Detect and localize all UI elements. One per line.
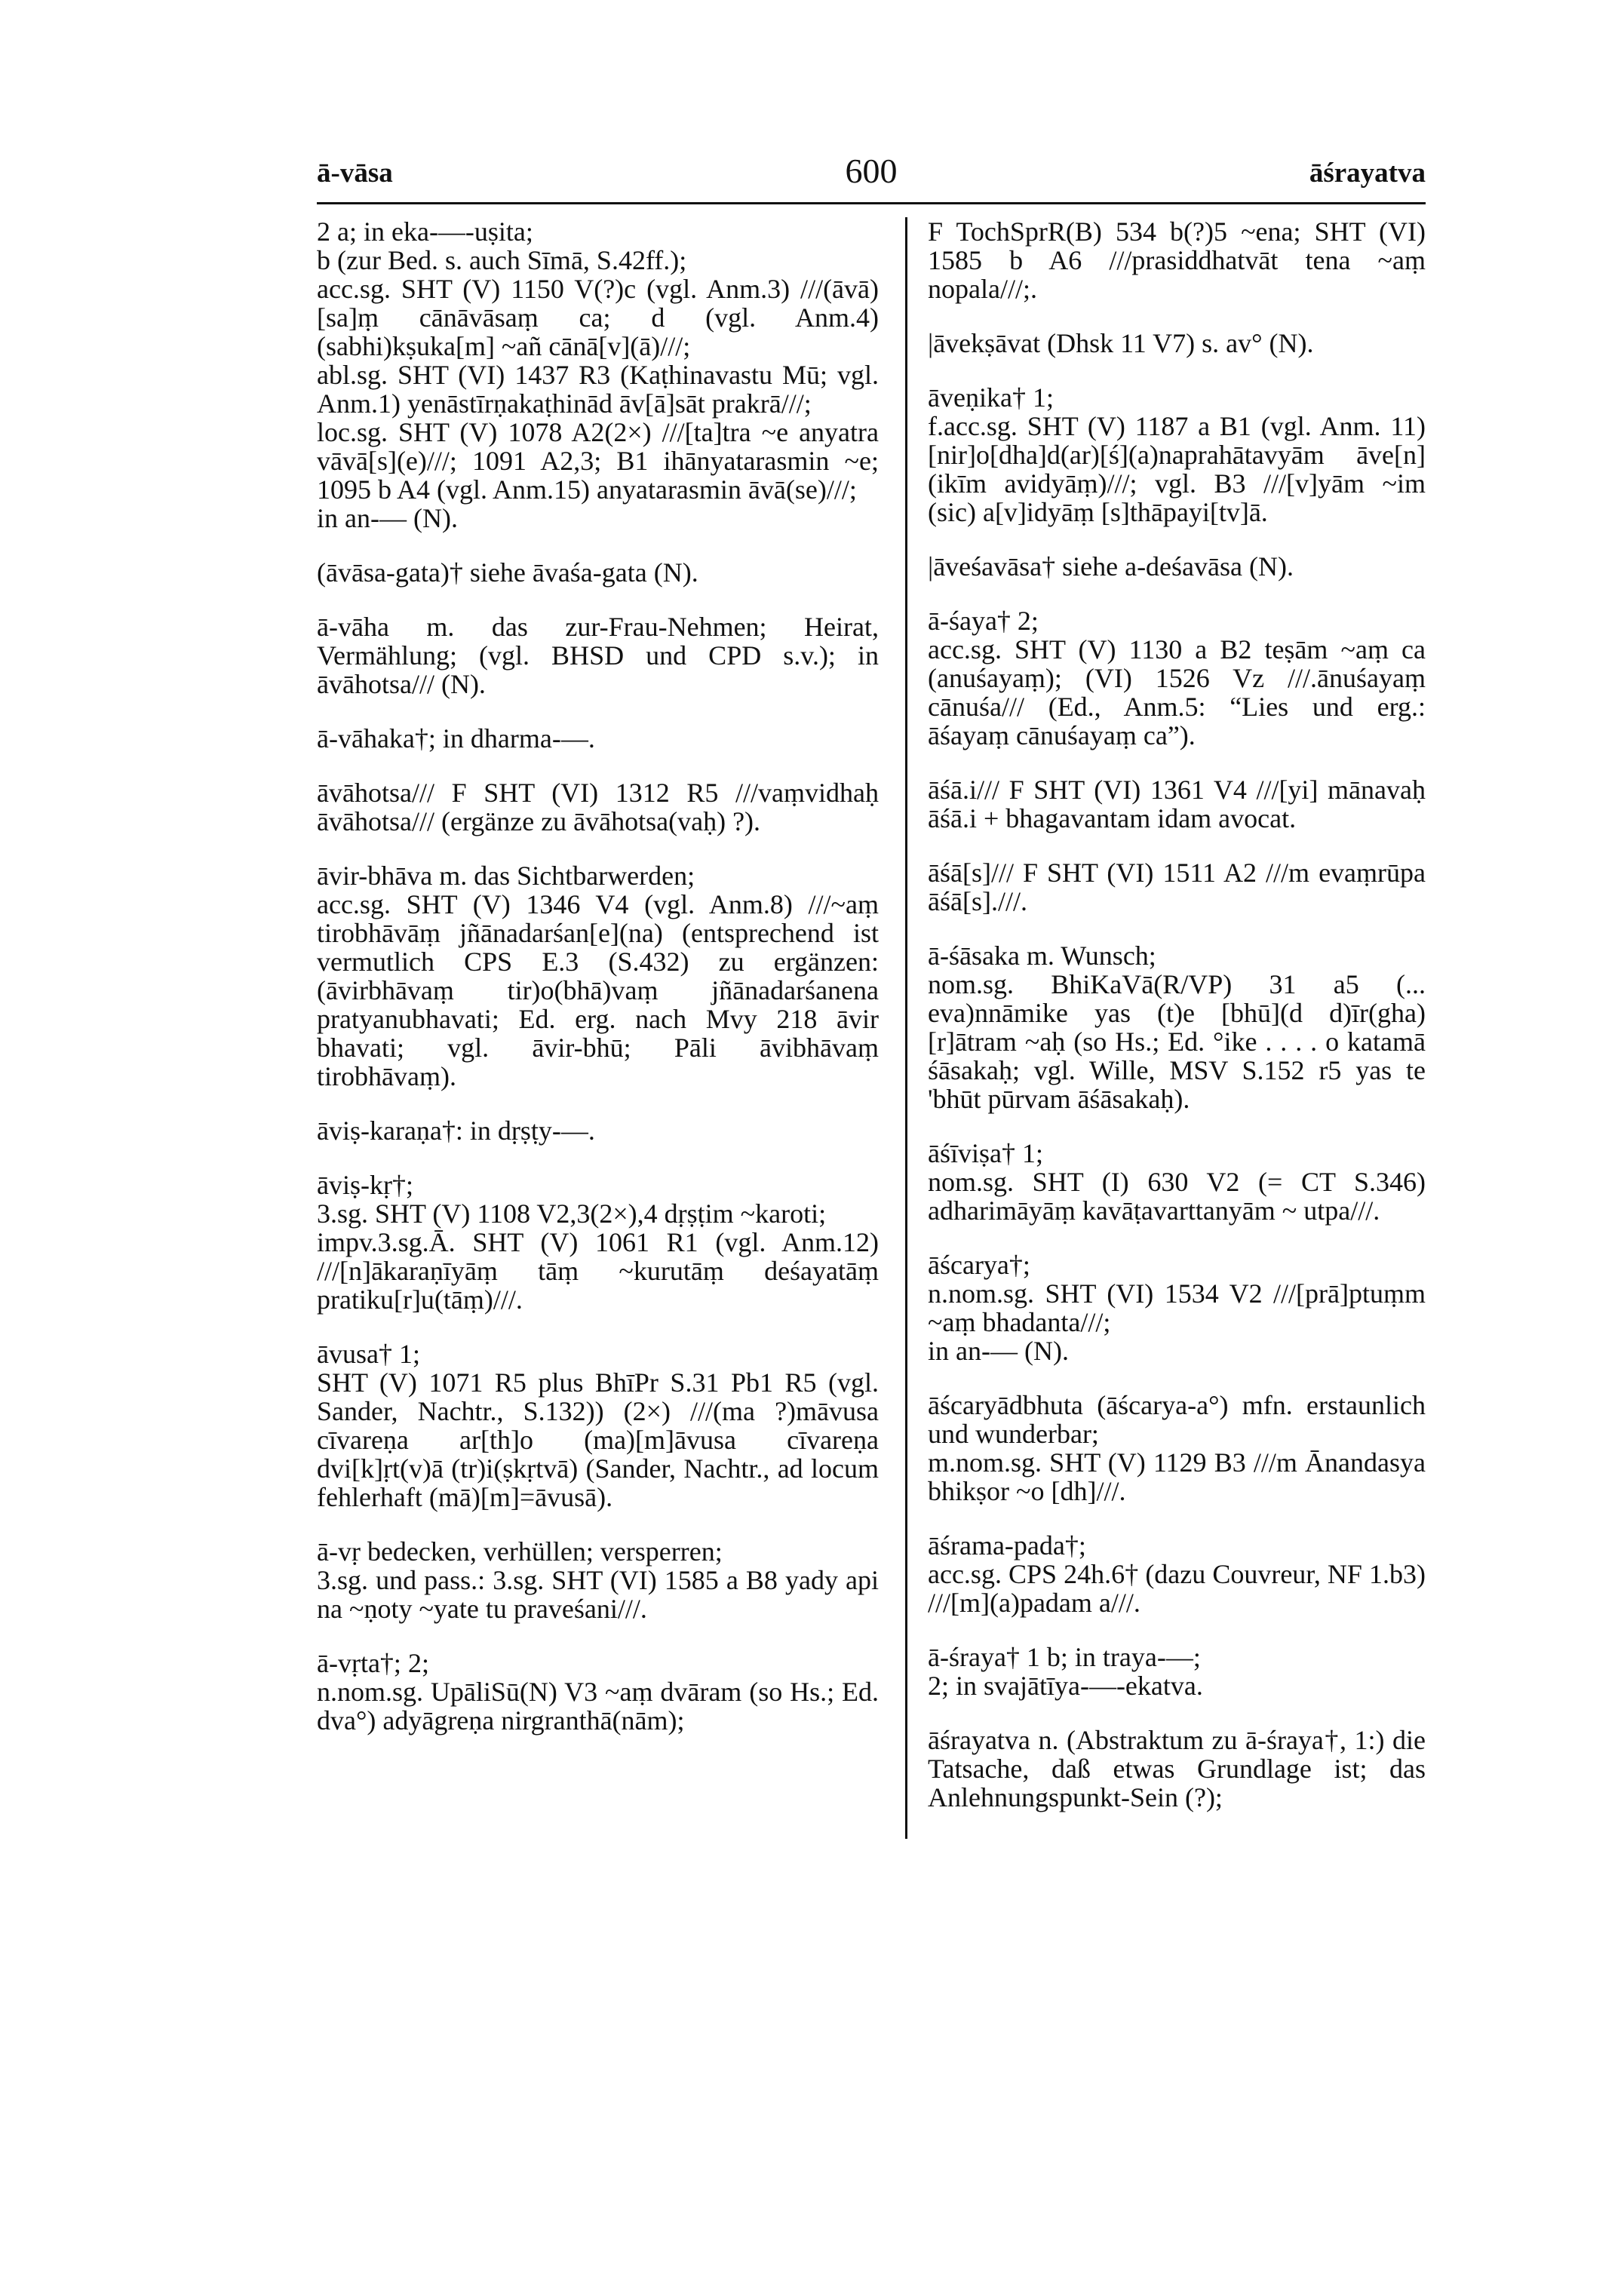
entry-line: āśā[s]/// F SHT (VI) 1511 A2 ///m evaṃrūpa āśā[s].///. bbox=[928, 858, 1426, 916]
entry bbox=[317, 1537, 879, 1623]
entry-line: n.nom.sg. UpāliSū(N) V3 ~aṃ dvāram (so Hs.; Ed. dva°) adyāgreṇa nirgranthā(nām); bbox=[317, 1677, 879, 1735]
entry-line: 2; in svajātīya-—-ekatva. bbox=[928, 1671, 1203, 1701]
entry-line: ā-śaya† 2; bbox=[928, 606, 1039, 636]
entry-line: āvusa† 1; bbox=[317, 1339, 420, 1369]
entry-line: |āvekṣāvat (Dhsk 11 V7) s. av° (N). bbox=[928, 328, 1314, 358]
entry bbox=[928, 1251, 1426, 1365]
entry-line: n.nom.sg. SHT (VI) 1534 V2 ///[prā]ptuṃm ~aṃ bhadanta///; bbox=[928, 1278, 1426, 1337]
entry bbox=[317, 861, 879, 1091]
left-column bbox=[317, 217, 879, 1760]
header-left-keyword: ā-vāsa bbox=[317, 158, 393, 189]
header-rule bbox=[317, 202, 1426, 204]
column-divider bbox=[905, 217, 907, 1839]
entry bbox=[317, 1649, 879, 1735]
entry-line: acc.sg. SHT (V) 1346 V4 (vgl. Anm.8) ///~aṃ tirobhāvāṃ jñānadarśan[e](na) (entsprechend ist vermutlich CPS E.3 (S.432) zu ergänzen: (āvirbhāvaṃ tir)o(bhā)vaṃ jñānadarśanena pratyanubhavati; Ed. erg. nach Mvy 218 āvir bhavati; vgl. āvir-bhū; Pāli āvibhāvaṃ tirobhāvaṃ). bbox=[317, 889, 879, 1091]
entry-line: (āvāsa-gata)† siehe āvaśa-gata (N). bbox=[317, 557, 698, 588]
entry bbox=[928, 217, 1426, 303]
header-right-keyword: āśrayatva bbox=[1309, 158, 1426, 189]
entry-line: āśīviṣa† 1; bbox=[928, 1138, 1043, 1168]
entry-line: āśā.i/// F SHT (VI) 1361 V4 ///[yi] mānavaḥ āśā.i + bhagavantam idam avocat. bbox=[928, 775, 1426, 833]
entry bbox=[928, 775, 1426, 833]
entry-line: nom.sg. SHT (I) 630 V2 (= CT S.346) adharimāyāṃ kavāṭavarttanyām ~ utpa///. bbox=[928, 1167, 1426, 1226]
entry-line: āvir-bhāva m. das Sichtbarwerden; bbox=[317, 861, 695, 891]
entry-line: āścarya†; bbox=[928, 1250, 1030, 1280]
entry bbox=[928, 1726, 1426, 1812]
entry-line: acc.sg. CPS 24h.6† (dazu Couvreur, NF 1.b3) ///[m](a)padam a///. bbox=[928, 1559, 1426, 1618]
entry-line: loc.sg. SHT (V) 1078 A2(2×) ///[ta]tra ~e anyatra vāvā[s](e)///; 1091 A2,3; B1 ihānyatarasmin ~e; 1095 b A4 (vgl. Anm.15) anyatarasmin āvā(se)///; bbox=[317, 417, 879, 505]
entry-line: ā-śāsaka m. Wunsch; bbox=[928, 941, 1156, 971]
page-number: 600 bbox=[845, 152, 898, 190]
entry-line: ā-śraya† 1 b; in traya-—; bbox=[928, 1642, 1201, 1672]
entry-line: āviṣ-karaṇa†: in dṛṣṭy-—. bbox=[317, 1116, 595, 1146]
entry-line: āśrama-pada†; bbox=[928, 1530, 1086, 1561]
page-header bbox=[317, 152, 1426, 202]
entry-line: 3.sg. SHT (V) 1108 V2,3(2×),4 dṛṣṭim ~karoti; bbox=[317, 1198, 827, 1229]
entry bbox=[317, 1340, 879, 1511]
entry bbox=[928, 606, 1426, 750]
entry bbox=[928, 858, 1426, 916]
entry-line: ā-vṛta†; 2; bbox=[317, 1648, 429, 1678]
entry-line: in an-— (N). bbox=[317, 503, 458, 533]
entry-line: F TochSprR(B) 534 b(?)5 ~ena; SHT (VI) 1585 b A6 ///prasiddhatvāt tena ~aṃ nopala///;. bbox=[928, 216, 1426, 304]
entry-line: 2 a; in eka-—-uṣita; bbox=[317, 216, 533, 247]
entry bbox=[317, 1116, 879, 1145]
entry-line: f.acc.sg. SHT (V) 1187 a B1 (vgl. Anm. 11) [nir]o[dha]d(ar)[ś](a)naprahātavyām āve[n](ikīm avidyāṃ)///; vgl. B3 ///[v]yām ~im (sic) a[v]idyāṃ [s]thāpayi[tv]ā. bbox=[928, 411, 1426, 527]
entry-line: 3.sg. und pass.: 3.sg. SHT (VI) 1585 a B8 yady api na ~ṇoty ~yate tu praveśani///. bbox=[317, 1565, 879, 1624]
entry-line: ā-vāhaka†; in dharma-—. bbox=[317, 723, 595, 753]
entry-line: SHT (V) 1071 R5 plus BhīPr S.31 Pb1 R5 (vgl. Sander, Nachtr., S.132)) (2×) ///(ma ?)māvusa cīvareṇa ar[th]o (ma)[m]āvusa cīvareṇa dvi[k]ṛt(v)ā (tr)i(ṣkṛtvā) (Sander, Nachtr., ad locum fehlerhaft (mā)[m]=āvusā). bbox=[317, 1367, 879, 1512]
entry-line: abl.sg. SHT (VI) 1437 R3 (Kaṭhinavastu Mū; vgl. Anm.1) yenāstīrṇakaṭhinād āv[ā]sāt prakrā///; bbox=[317, 360, 879, 419]
entry bbox=[928, 1643, 1426, 1700]
entry-line: ā-vṛ bedecken, verhüllen; versperren; bbox=[317, 1536, 723, 1567]
entry bbox=[928, 1391, 1426, 1505]
entry-line: āścaryādbhuta (āścarya-a°) mfn. erstaunlich und wunderbar; bbox=[928, 1390, 1426, 1449]
entry-line: in an-— (N). bbox=[928, 1336, 1069, 1366]
right-column bbox=[928, 217, 1426, 1837]
entry bbox=[928, 329, 1426, 358]
entry bbox=[317, 1171, 879, 1314]
entry bbox=[928, 552, 1426, 581]
entry-line: āveṇika† 1; bbox=[928, 382, 1054, 413]
entry-line: m.nom.sg. SHT (V) 1129 B3 ///m Ānandasya bhikṣor ~o [dh]///. bbox=[928, 1447, 1426, 1506]
entry-line: āśrayatva n. (Abstraktum zu ā-śraya†, 1:) die Tatsache, daß etwas Grundlage ist; das Anlehnungspunkt-Sein (?); bbox=[928, 1725, 1426, 1812]
entry-line: acc.sg. SHT (V) 1130 a B2 teṣām ~aṃ ca (anuśayaṃ); (VI) 1526 Vz ///.ānuśayaṃ cānuśa/// (Ed., Anm.5: “Lies und erg.: āśayaṃ cānuśayaṃ ca”). bbox=[928, 634, 1426, 750]
entry bbox=[928, 941, 1426, 1113]
entry bbox=[928, 1139, 1426, 1225]
entry-line: impv.3.sg.Ā. SHT (V) 1061 R1 (vgl. Anm.12) ///[n]ākaraṇīyāṃ tāṃ ~kurutāṃ deśayatāṃ pratiku[r]u(tāṃ)///. bbox=[317, 1227, 879, 1315]
entry bbox=[317, 217, 879, 532]
entry bbox=[317, 612, 879, 698]
entry bbox=[317, 724, 879, 753]
entry-line: |āveśavāsa† siehe a-deśavāsa (N). bbox=[928, 551, 1294, 582]
entry bbox=[317, 558, 879, 587]
entry-line: āvāhotsa/// F SHT (VI) 1312 R5 ///vaṃvidhaḥ āvāhotsa/// (ergänze zu āvāhotsa(vaḥ) ?). bbox=[317, 778, 879, 836]
entry bbox=[928, 1531, 1426, 1617]
entry-line: nom.sg. BhiKaVā(R/VP) 31 a5 (... eva)nnāmike yas (t)e [bhū](d d)īr(gha)[r]ātram ~aḥ (so Hs.; Ed. °ike . . . . o katamā śāsakaḥ; vgl. Wille, MSV S.152 r5 yas te 'bhūt pūrvam āśāsakaḥ). bbox=[928, 969, 1426, 1114]
entry-line: acc.sg. SHT (V) 1150 V(?)c (vgl. Anm.3) ///(āvā)[sa]ṃ cānāvāsaṃ ca; d (vgl. Anm.4) (sabhi)kṣuka[m] ~añ cānā[v](ā)///; bbox=[317, 274, 879, 361]
entry-line: āviṣ-kṛ†; bbox=[317, 1170, 413, 1200]
entry bbox=[317, 778, 879, 836]
entry-line: ā-vāha m. das zur-Frau-Nehmen; Heirat, Vermählung; (vgl. BHSD und CPD s.v.); in āvāhotsa/// (N). bbox=[317, 612, 879, 699]
entry-line: b (zur Bed. s. auch Sīmā, S.42ff.); bbox=[317, 245, 687, 275]
entry bbox=[928, 383, 1426, 526]
